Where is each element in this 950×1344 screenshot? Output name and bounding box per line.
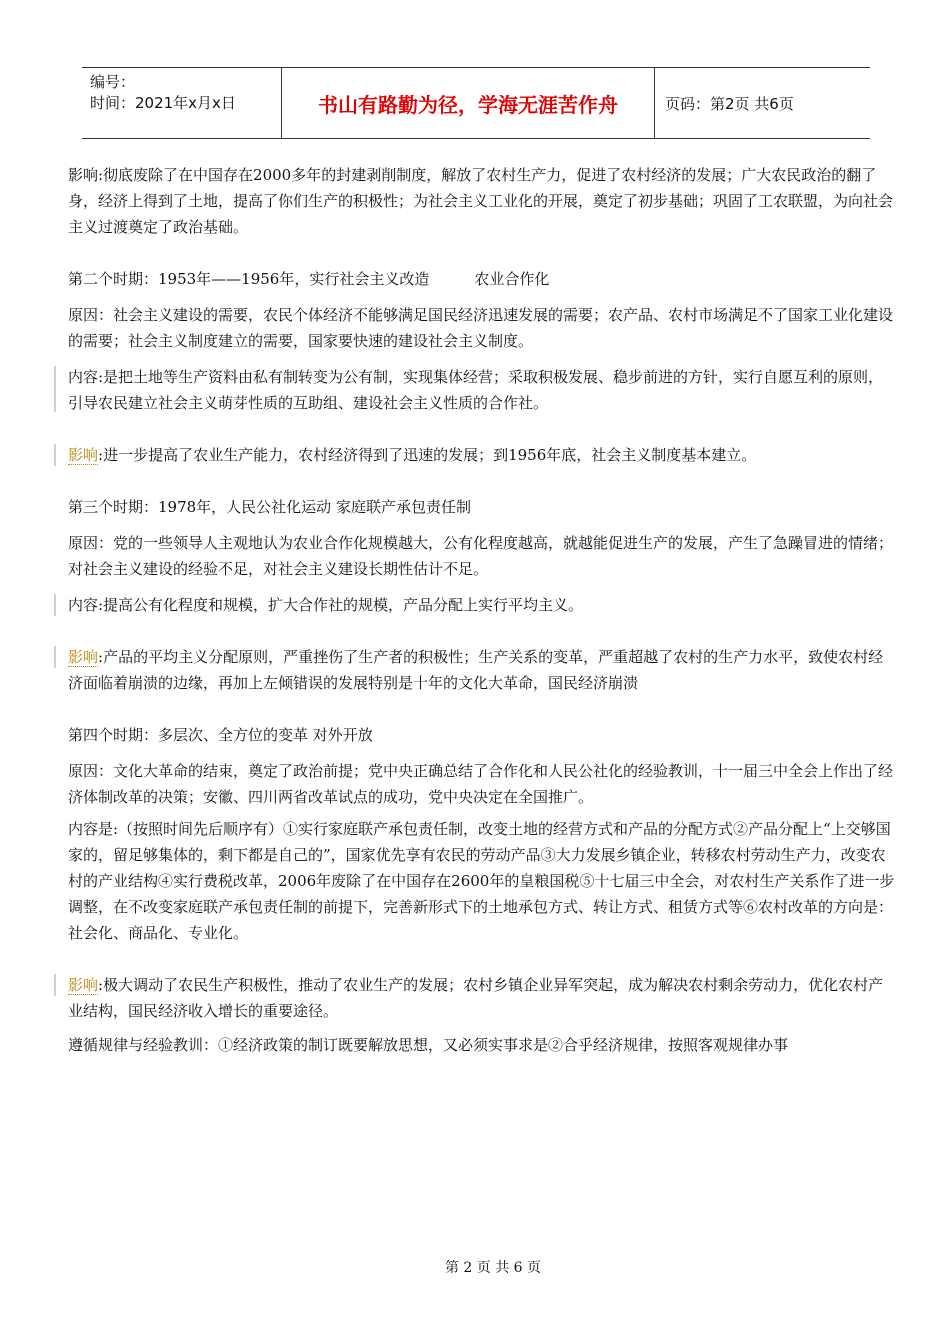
paragraph-influence-4-text: :极大调动了农民生产积极性，推动了农业生产的发展；农村乡镇企业异军突起，成为解决农村剩余劳动力，优化农村产业结构，国民经济收入增长的重要途径。 — [68, 976, 884, 1020]
paragraph-reason-4: 原因：文化大革命的结束，奠定了政治前提；党中央正确总结了合作化和人民公社化的经验教训，十一届三中全会上作出了经济体制改革的决策；安徽、四川两省改革试点的成功，党中央决定在全国推广。 — [68, 762, 894, 806]
paragraph-influence-3 — [68, 644, 898, 696]
paragraph-influence-1: 影响:彻底废除了在中国存在2000多年的封建剥削制度，解放了农村生产力，促进了农村经济的发展；广大农民政治的翻了身，经济上得到了土地，提高了你们生产的积极性；为社会主义工业化的开展，奠定了初步基础；巩固了工农联盟，为向社会主义过渡奠定了政治基础。 — [68, 166, 894, 236]
header-meta — [82, 68, 282, 138]
time-label: 时间：2021年x月x日 — [90, 94, 236, 112]
paragraph-influence-2 — [68, 442, 898, 468]
margin-bar — [54, 594, 56, 616]
paragraph-lessons: 遵循规律与经验教训：①经济政策的制订既要解放思想，又必须实事求是②合乎经济规律，按照客观规律办事 — [68, 1036, 789, 1054]
margin-bar — [54, 646, 56, 668]
paragraph-content-2: 内容:是把土地等生产资料由私有制转变为公有制，实现集体经营；采取积极发展、稳步前进的方针，实行自愿互利的原则，引导农民建立社会主义萌芽性质的互助组、建设社会主义性质的合作社。 — [68, 368, 884, 412]
header-page-label: 页码：第2页 共6页 — [665, 94, 794, 113]
document-header — [82, 67, 870, 139]
number-label: 编号： — [90, 73, 136, 91]
paragraph-influence-3-text: :产品的平均主义分配原则，严重挫伤了生产者的积极性；生产关系的变革，严重超越了农村的生产力水平，致使农村经济面临着崩溃的边缘，再加上左倾错误的发展特别是十年的文化大革命，国民经济崩溃 — [68, 648, 884, 692]
margin-bar — [54, 974, 56, 996]
paragraph-content-3: 内容:提高公有化程度和规模，扩大合作社的规模，产品分配上实行平均主义。 — [68, 596, 584, 614]
section-heading-period-4: 第四个时期：多层次、全方位的变革 对外开放 — [68, 726, 373, 744]
margin-bar — [54, 444, 56, 466]
paragraph-reason-3: 原因：党的一些领导人主观地认为农业合作化规模越大，公有化程度越高，就越能促进生产的发展，产生了急躁冒进的情绪；对社会主义建设的经验不足，对社会主义建设长期性估计不足。 — [68, 534, 894, 578]
section-heading-period-2: 第二个时期：1953年——1956年，实行社会主义改造 农业合作化 — [68, 270, 550, 288]
page-footer: 第 2 页 共 6 页 — [444, 1260, 542, 1276]
paragraph-content-4: 内容是:（按照时间先后顺序有）①实行家庭联产承包责任制，改变土地的经营方式和产品的分配方式②产品分配上“上交够国家的，留足够集体的，剩下都是自己的”，国家优先享有农民的劳动产品③大力发展乡镇企业，转移农村劳动生产力，改变农村的产业结构④实行费税改革，2006年废除了在中国存在2600年的皇粮国税⑤十七届三中全会，对农村生产关系作了进一步调整，在不改变家庭联产承包责任制的前提下，完善新形式下的土地承包方式、转让方式、租赁方式等⑥农村改革的方向是：社会化、商品化、专业化。 — [68, 820, 895, 942]
document-body — [68, 162, 898, 1058]
influence-link[interactable]: 影响 — [68, 976, 99, 994]
paragraph-influence-2-text: :进一步提高了农业生产能力，农村经济得到了迅速的发展；到1956年底，社会主义制度基本建立。 — [98, 446, 757, 464]
paragraph-reason-2: 原因：社会主义建设的需要，农民个体经济不能够满足国民经济迅速发展的需要；农产品、农村市场满足不了国家工业化建设的需要；社会主义制度建立的需要，国家要快速的建设社会主义制度。 — [68, 306, 894, 350]
header-motto: 书山有路勤为径，学海无涯苦作舟 — [282, 68, 655, 138]
section-heading-period-3: 第三个时期：1978年，人民公社化运动 家庭联产承包责任制 — [68, 498, 471, 516]
margin-bar — [54, 366, 56, 412]
paragraph-influence-4 — [68, 972, 898, 1024]
influence-link[interactable]: 影响 — [68, 648, 99, 666]
influence-link[interactable]: 影响 — [68, 446, 99, 464]
